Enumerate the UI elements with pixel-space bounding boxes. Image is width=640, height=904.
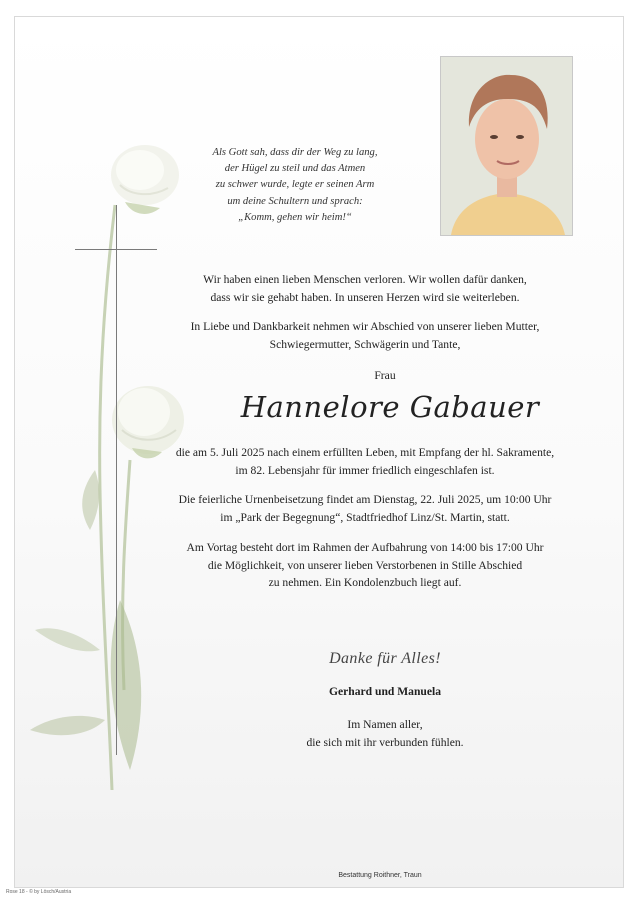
viewing-line: zu nehmen. Ein Kondolenzbuch liegt auf. (268, 576, 462, 589)
ceremony-line: im „Park der Begegnung“, Stadtfriedhof Linz/St. Martin, statt. (220, 510, 510, 524)
on-behalf-line: die sich mit ihr verbunden fühlen. (306, 735, 464, 749)
intro-line: dass wir sie gehabt haben. In unseren Herzen wird sie weiterleben. (210, 290, 520, 304)
passing-line: im 82. Lebensjahr für immer friedlich eingeschlafen ist. (235, 463, 495, 477)
intro-text (170, 271, 560, 306)
farewell-line: In Liebe und Dankbarkeit nehmen wir Abschied von unserer lieben Mutter, (190, 320, 540, 333)
farewell-text (170, 318, 560, 353)
viewing-line: Am Vortag besteht dort im Rahmen der Aufbahrung von 14:00 bis 17:00 Uhr (186, 541, 544, 554)
poem-line: um deine Schultern und sprach: (227, 195, 363, 207)
cross-icon (116, 205, 117, 755)
portrait-photo (440, 56, 573, 236)
passing-line: die am 5. Juli 2025 nach einem erfüllten Leben, mit Empfang der hl. Sakramente, (175, 446, 555, 459)
viewing-text (170, 539, 560, 592)
on-behalf-text (260, 716, 510, 751)
cross-bar (75, 249, 157, 250)
on-behalf-line: Im Namen aller, (347, 718, 423, 731)
deceased-name: Hannelore Gabauer (240, 390, 540, 424)
ceremony-line: Die feierliche Urnenbeisetzung findet am Dienstag, 22. Juli 2025, um 10:00 Uhr (178, 493, 552, 506)
passing-text (170, 444, 560, 479)
signers: Gerhard und Manuela (328, 685, 442, 698)
thanks-text: Danke für Alles! (329, 650, 441, 667)
poem-line: „Komm, gehen wir heim!“ (238, 211, 352, 223)
farewell-line: Schwiegermutter, Schwägerin und Tante, (269, 337, 461, 351)
intro-line: Wir haben einen lieben Menschen verloren. Wir wollen dafür danken, (203, 273, 527, 286)
template-note: Rose 18 - © by Lösch/Austria (6, 889, 72, 895)
undertaker-credit: Bestattung Roithner, Traun (338, 872, 422, 879)
ceremony-text (170, 491, 560, 526)
viewing-line: die Möglichkeit, von unserer lieben Verstorbenen in Stille Abschied (207, 558, 523, 572)
poem-line: der Hügel zu steil und das Atmen (224, 163, 366, 175)
honorific: Frau (374, 369, 396, 382)
poem (195, 145, 395, 226)
poem-line: zu schwer wurde, legte er seinen Arm (215, 179, 375, 191)
poem-line: Als Gott sah, dass dir der Weg zu lang, (212, 147, 378, 158)
white-rose-icon (20, 130, 200, 850)
